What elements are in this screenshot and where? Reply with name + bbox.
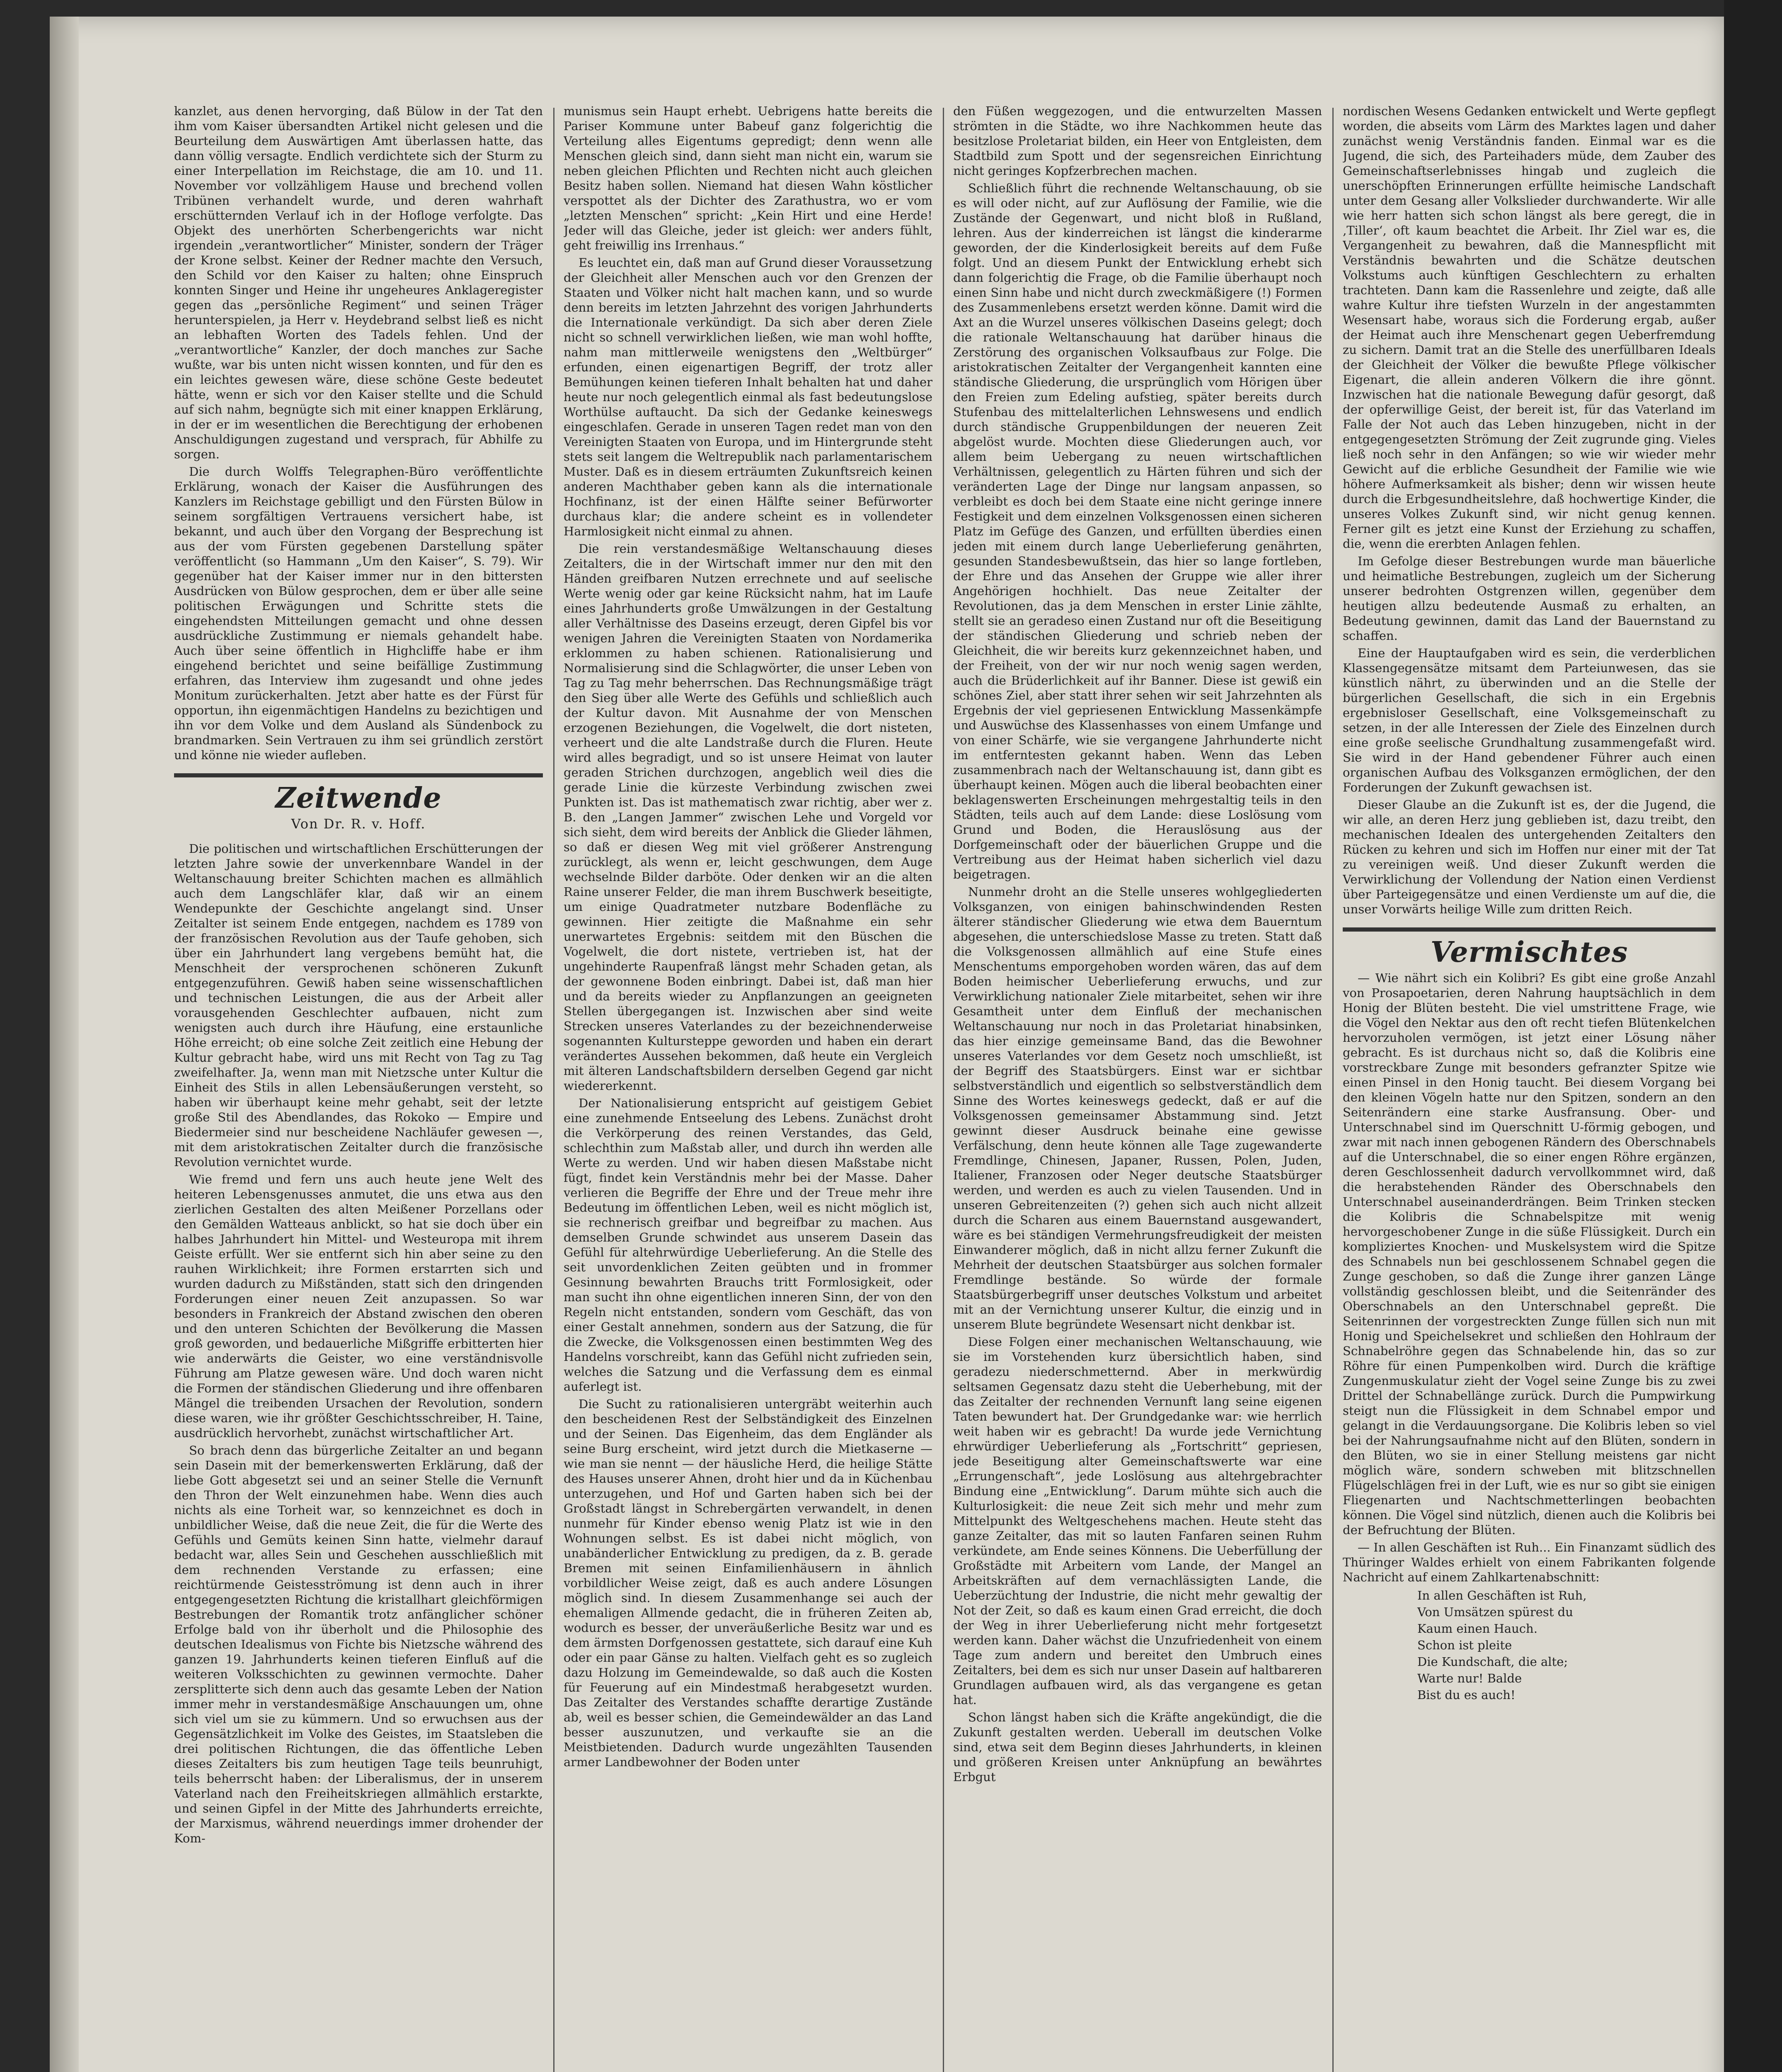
article-byline: Von Dr. R. v. Hoff. (291, 816, 426, 832)
column-divider (943, 108, 944, 2072)
paragraph: nordischen Wesens Gedanken entwickelt und Werte gepflegt worden, die abseits vom Lärm des Marktes lagen und daher zunächst wenig Verständnis fanden. Einmal war es die Jugend, die sich, des Parteihaders müde, dem Zauber des Gemeinschaftserlebnisses hingab und zugleich die unerschöpften Erinnerungen erfüllte heimische Landschaft unter dem Gesang aller Volkslieder durchwanderte. Wir alle wie herr hatten sich schon längst als bere geregt, die in ‚Tiller‘, oft kaum beachtet die Arbeit. Ihr Ziel war es, die Vergangenheit zu bewahren, daß die Mannespflicht mit Verständnis bewahrten und die Schätze deutschen Volkstums auch künftigen Geschlechtern zu erhalten trachteten. Dann kam die Rassenlehre und zeigte, daß alle wahre Kultur ihre tiefsten Wurzeln in der angestammten Wesensart habe, woraus sich die Forderung ergab, außer der Heimat auch ihre Menschenart gegen Ueberfremdung zu sichern. Damit trat an die Stelle des unerfüllbaren Ideals der Gleichheit der Völker die bewußte Pflege völkischer Eigenart, die allein anderen Völkern die ihre gönnt. Inzwischen hat die nationale Bewegung dafür gesorgt, daß der opferwillige Geist, der bereit ist, für das Vaterland im Falle der Not auch das Leben hinzugeben, nicht in der entgegengesetzten Strömung der Zeit zugrunde ging. Vieles ließ noch sehr in den Anfängen; so wie wir wieder mehr Gewicht auf die erbliche Gesundheit der Familie wie wie höhere Aufmerksamkeit als bisher; denn wir wissen heute durch die Erbgesundheitslehre, daß hochwertige Kinder, die unseres Volkes Zukunft sind, wir nicht genug kennen. Ferner gilt es jetzt eine Kunst der Erziehung zu schaffen, die, wenn die ererbten Anlagen fehlen. (1343, 104, 1716, 551)
paragraph: Wie fremd und fern uns auch heute jene Welt des heiteren Lebensgenusses anmutet, die uns etwa aus den zierlichen Gestalten des alten Meißener Porzellans oder den Gemälden Watteaus anblickt, so hat sie doch über ein halbes Jahrhundert hin Mittel- und Westeuropa mit ihrem Geiste erfüllt. Wer sie entfernt sich hin aber seine zu den rauhen Wirklichkeit; ihre Formen erstarrten sich und wurden dadurch zu Mißständen, statt sich den dringenden Forderungen einer neuen Zeit anzupassen. So war besonders in Frankreich der Abstand zwischen den oberen und den unteren Schichten der Bevölkerung die Massen groß geworden, und bedauerliche Mißgriffe erbitterten hier wie anderwärts die Geister, wo eine verständnisvolle Führung am Platze gewesen wäre. Und doch waren nicht die Formen der ständischen Gliederung und ihre offenbaren Mängel die treibenden Ursachen der Revolution, sondern diese waren, wie ihr größter Geschichtsschreiber, H. Taine, ausdrücklich hervorhebt, zunächst wirtschaftlicher Art. (174, 1172, 543, 1440)
paragraph: — In allen Geschäften ist Ruh... Ein Finanzamt südlich des Thüringer Waldes erhielt von einem Fabrikanten folgende Nachricht auf einem Zahlkartenabschnitt: (1343, 1540, 1716, 1584)
poem-line: In allen Geschäften ist Ruh, (1417, 1588, 1587, 1602)
column-3 (953, 104, 1322, 2072)
column-4 (1343, 104, 1716, 2072)
paragraph: Schon längst haben sich die Kräfte angekündigt, die die Zukunft gestalten werden. Ueberall im deutschen Volke sind, etwa seit dem Beginn dieses Jahrhunderts, in kleinen und größeren Kreisen unter Anknüpfung an bewährtes Erbgut (953, 1710, 1322, 1784)
section-title: Vermischtes (1430, 936, 1628, 969)
paragraph: kanzlet, aus denen hervorging, daß Bülow in der Tat den ihm vom Kaiser übersandten Artikel nicht gelesen und die Beurteilung dem Auswärtigen Amt überlassen hatte, das dann völlig versagte. Endlich verdichtete sich der Sturm zu einer Interpellation im Reichstage, die am 10. und 11. November vor vollzähligem Hause und brechend vollen Tribünen verhandelt wurde, und deren wahrhaft erschütternden Verlauf ich in der Hofloge verfolgte. Das Objekt des unerhörten Scherbengerichts war nicht irgendein „verantwortlicher“ Minister, sondern der Träger der Krone selbst. Keiner der Redner machte den Versuch, den Schild vor den Kaiser zu halten; ohne Einspruch konnten Singer und Heine ihr ungeheures Anklageregister gegen das „persönliche Regiment“ und seinen Träger herunterspielen, ja Herr v. Heydebrand selbst ließ es nicht an lebhaften Worten des Tadels fehlen. Und der „verantwortliche“ Kanzler, der doch manches zur Sache wußte, war bis unten nicht wissen konnten, und für den es ein leichtes gewesen wäre, diese schöne Geste bedeutet hätte, wenn er sich vor den Kaiser stellte und die Schuld auf sich nahm, begnügte sich mit einer knappen Erklärung, in der er im wesentlichen die Berechtigung der erhobenen Anschuldigungen zugestand und versprach, für Abhilfe zu sorgen. (174, 104, 543, 461)
paragraph: Eine der Hauptaufgaben wird es sein, die verderblichen Klassengegensätze mitsamt dem Parteiunwesen, das sie künstlich nährt, zu überwinden und an die Stelle der bürgerlichen Gesellschaft, die sich in ein Ergebnis ergebnisloser Gesellschaft, eine Volksgemeinschaft zu setzen, in der alle Interessen der Ziele des Einzelnen durch eine große seelische Grundhaltung zusammengefaßt wird. Sie wird in der Hand gebendener Führer auch einen organischen Aufbau des Volksganzen ermöglichen, der den Forderungen der Zukunft gewachsen ist. (1343, 646, 1716, 794)
poem (1343, 1587, 1716, 1703)
column-1 (174, 104, 543, 2072)
paragraph: Es leuchtet ein, daß man auf Grund dieser Voraussetzung der Gleichheit aller Menschen auch vor den Grenzen der Staaten und Völker nicht halt machen kann, und so wurde denn bereits im letzten Jahrzehnt des vorigen Jahrhunderts die Internationale verkündigt. Da sich aber deren Ziele nicht so schnell verwirklichen ließen, wie man wohl hoffte, nahm man mittlerweile wenigstens den „Weltbürger“ erfunden, einen eigenartigen Begriff, der trotz aller Bemühungen keinen tieferen Inhalt behalten hat und daher heute nur noch gelegentlich einmal als fast bedeutungslose Worthülse auftaucht. Da sich der Gedanke keineswegs eingeschlafen. Gerade in unseren Tagen redet man von den Vereinigten Staaten von Europa, und im Hintergrunde steht stets seit langem die Weltrepublik nach parlamentarischem Muster. Daß es in diesem erträumten Zukunftsreich keinen anderen Machthaber geben kann als die internationale Hochfinanz, ist der einen Hälfte seiner Befürworter durchaus klar; die andere scheint es in vollendeter Harmlosigkeit nicht einmal zu ahnen. (564, 256, 932, 538)
poem-line: Kaum einen Hauch. (1417, 1622, 1537, 1636)
paragraph: Nunmehr droht an die Stelle unseres wohlgegliederten Volksganzen, von einigen bahinschwindenden Resten älterer ständischer Gliederung wie etwa dem Bauerntum abgesehen, die unterschiedslose Masse zu treten. Statt daß die Volksgenossen allmählich auf eine Stufe eines Menschentums emporgehoben worden wären, das auf dem Boden heimischer Ueberlieferung erwuchs, und zur Verwirklichung nationaler Ziele mitarbeitet, sehen wir ihre Gesamtheit unter dem Einfluß der mechanischen Weltanschauung nur noch in das Proletariat hinabsinken, das hier einzige gemeinsame Band, das die Bewohner unseres Vaterlandes vor dem Gesetz noch umschließt, ist der Begriff des Staatsbürgers. Einst war er sichtbar selbstverständlich und eigentlich so selbstverständlich dem Sinne des Wortes keineswegs gedeckt, daß er auf die Volksgenossen gemeinsamer Abstammung sind. Jetzt gewinnt dieser Ausdruck beinahe eine gewisse Verfälschung, denn heute können alle Tage zugewanderte Fremdlinge, Chinesen, Japaner, Russen, Polen, Juden, Italiener, Franzosen oder Neger deutsche Staatsbürger werden, und werden es auch zu vielen Tausenden. Und in unseren Gebreitenzeiten (?) gehen sich auch nicht allzeit durch die Scharen aus einem Bauernstand ausgewandert, wäre es bei ständigen Vermehrungsfreudigkeit der meisten Einwanderer möglich, daß in nicht allzu ferner Zukunft die Mehrheit der deutschen Staatsbürger aus solchen formaler Fremdlinge bestände. So würde der formale Staatsbürgerbegriff unser deutsches Volkstum und arbeitet mit an der Vernichtung unserer Kultur, die einzig und in unserem Blute begründete Wesensart nicht denkbar ist. (953, 885, 1322, 1331)
paragraph: Schließlich führt die rechnende Weltanschauung, ob sie es will oder nicht, auf zur Auflösung der Familie, wie die Zustände der Gegenwart, und nicht bloß in Rußland, lehren. Aus der kinderreichen ist längst die kinderarme geworden, der die Kinderlosigkeit bereits auf dem Fuße folgt. Und an diesem Punkt der Entwicklung erhebt sich dann folgerichtig die Frage, ob die Familie überhaupt noch einen Sinn habe und nicht durch zweckmäßigere (!) Formen des Zusammenlebens ersetzt werden könne. Damit wird die Axt an die Wurzel unseres völkischen Daseins gelegt; doch die rationale Weltanschauung hat darüber hinaus die Zerstörung des organischen Volksaufbaus zur Folge. Die aristokratischen Zeitalter der Vergangenheit kannten eine ständische Gliederung, die ursprünglich vom Hörigen über den Freien zum Edeling aufstieg, später bereits durch Stufenbau des mittelalterlichen Lehnswesens und endlich durch ständische Gruppenbildungen der neueren Zeit abgelöst wurde. Mochten diese Gliederungen auch, vor allem beim Uebergang zu neuen wirtschaftlichen Verhältnissen, gelegentlich zu Härten führen und sich der veränderten Lage der Dinge nur langsam anpassen, so verbleibt es doch bei dem Staate eine nicht geringe innere Festigkeit und dem einzelnen Volksgenossen einen sicheren Platz im Gefüge des Ganzen, und erfüllten überdies einen jeden mit einem durch lange Ueberlieferung genährten, gesunden Standesbewußtsein, das hier so lange fortleben, der Ehre und das Ansehen der Gruppe wie aller ihrer Angehörigen hochhielt. Das neue Zeitalter der Revolutionen, das ja dem Menschen in erster Linie zählte, stellt sie an geradeso einen Zustand nur oft die Beseitigung der ständischen Gliederung und schrieb neben der Gleichheit, die wir bereits kurz gekennzeichnet haben, und der Freiheit, von der wir nur noch wenig sagen werden, auch die Brüderlichkeit auf ihr Banner. Diese ist gewiß ein schönes Ziel, aber statt ihrer sehen wir seit Jahrzehnten als Ergebnis der viel gepriesenen Entwicklung Massenkämpfe und Auswüchse des Klassenhasses von einem Umfange und von einer Schärfe, wie sie vergangene Jahrhunderte nicht im entferntesten gekannt haben. Wenn das Leben zusammenbrach nach der Weltanschauung ist, dann gibt es überhaupt keinen. Mögen auch die liberal beobachten einer beklagenswerten Erscheinungen mehrgestaltig teils in den Städten, teils auch auf dem Lande: diese Loslösung vom Grund und Boden, die Herauslösung aus der Dorfgemeinschaft oder der bäuerlichen Gruppe und die Vertreibung aus der Heimat haben sicherlich viel dazu beigetragen. (953, 181, 1322, 881)
column-divider (1332, 108, 1334, 2072)
paragraph: Im Gefolge dieser Bestrebungen wurde man bäuerliche und heimatliche Bestrebungen, zugleich um der Sicherung unserer bedrohten Ostgrenzen willen, gegenüber dem heutigen allzu bedeutende Ausmaß zu erhalten, an Bedeutung gewinnen, damit das Land der Bauernstand zu schaffen. (1343, 554, 1716, 643)
paragraph: Die politischen und wirtschaftlichen Erschütterungen der letzten Jahre sowie der unverkennbare Wandel in der Weltanschauung breiter Schichten machen es allmählich auch dem Langschläfer klar, daß wir an einem Wendepunkte der Geschichte angelangt sind. Unser Zeitalter ist seinem Ende entgegen, nachdem es 1789 von der französischen Revolution aus der Taufe gehoben, sich über ein Jahrhundert lang vergebens bemüht hat, die Menschheit der versprochenen schöneren Zukunft entgegenzuführen. Gewiß haben seine wissenschaftlichen und technischen Leistungen, die aus der Arbeit aller vorausgehenden Geschlechter aufbauen, nicht zum wenigsten auch durch ihre Häufung, eine erstaunliche Höhe erreicht; ob eine solche Zeit zeitlich eine Hebung der Kultur gebracht habe, wird uns mit Recht von Tag zu Tag zweifelhafter. Ja, wenn man mit Nietzsche unter Kultur die Einheit des Stils in allen Lebensäußerungen versteht, so haben wir überhaupt keine mehr gehabt, seit der letzte große Stil des Abendlandes, das Rokoko — Empire und Biedermeier sind nur bescheidene Nachläufer gewesen —, mit dem aristokratischen Zeitalter durch die französische Revolution vernichtet wurde. (174, 842, 543, 1169)
paragraph: Der Nationalisierung entspricht auf geistigem Gebiet eine zunehmende Entseelung des Lebens. Zunächst droht die Verkörperung des reinen Verstandes, das Geld, schlechthin zum Maßstab aller, und durch ihn werden alle Werte zu werden. Und wir haben diesen Maßstabe nicht fügt, findet kein Verständnis mehr bei der Masse. Daher verlieren die Begriffe der Ehre und der Treue mehr ihre Bedeutung im öffentlichen Leben, weil es nicht möglich ist, sie rechnerisch greifbar und begreifbar zu machen. Aus demselben Grunde schwindet aus unserem Dasein das Gefühl für altehrwürdige Ueberlieferung. An die Stelle des seit unvordenklichen Zeiten geübten und in frommer Gesinnung bewahrten Brauchs tritt Formlosigkeit, oder man sucht ihn ohne eigentlichen inneren Sinn, der von den Regeln nicht entstanden, sondern vom Geschäft, das von einer Gestalt annehmen, sondern aus der Satzung, die für die Zwecke, die Volksgenossen einen bestimmten Weg des Handelns vorschreibt, kann das Gefühl nicht zufrieden sein, welches die Satzung und die Verfassung dem es einmal auferlegt ist. (564, 1096, 932, 1394)
paragraph: den Füßen weggezogen, und die entwurzelten Massen strömten in die Städte, wo ihre Nachkommen heute das besitzlose Proletariat bilden, ein Heer von Entgleisten, dem Stadtbild zum Spott und der segensreichen Einrichtung nicht geringes Kopfzerbrechen machen. (953, 104, 1322, 178)
paragraph: Die durch Wolffs Telegraphen-Büro veröffentlichte Erklärung, wonach der Kaiser die Ausführungen des Kanzlers im Reichstage gebilligt und den Fürsten Bülow in seinem sorgfältigen Vertrauens versichert habe, ist bekannt, und auch über den Vorgang der Besprechung ist aus der vom Fürsten gegebenen Darstellung später veröffentlicht (so Hammann „Um den Kaiser“, S. 79). Wir gegenüber hat der Kaiser immer nur in den bittersten Ausdrücken von Bülow gesprochen, dem er über alle seine politischen Erwägungen und Schritte stets die eingehendsten Mitteilungen gemacht und ohne dessen ausdrückliche Zustimmung er niemals gehandelt habe. Auch über seine öffentlich in Highcliffe habe er ihm eingehend berichtet und seine beifällige Zustimmung erfahren, das Interview ihm zugesandt und ohne jedes Monitum zurückerhalten. Jetzt aber hatte es der Fürst für opportun, ihn eigenmächtigen Handelns zu bezichtigen und ihn vor dem Volke und dem Ausland als Sündenbock zu brandmarken. Sein Vertrauen zu ihm sei gründlich zerstört und könne nie wieder aufleben. (174, 465, 543, 762)
column-divider (553, 108, 554, 2072)
page-binding (50, 17, 79, 2072)
paragraph: So brach denn das bürgerliche Zeitalter an und begann sein Dasein mit der bemerkenswerten Erklärung, daß der liebe Gott abgesetzt sei und an seiner Stelle die Vernunft den Thron der Welt einzunehmen habe. Wenn dies auch nichts als eine Torheit war, so kennzeichnet es doch in unbildlicher Weise, daß die neue Zeit, die für die Werte des Gefühls und Gemüts keinen Sinn hatte, vielmehr darauf bedacht war, alles Sein und Geschehen ausschließlich mit dem rechnenden Verstande zu erfassen; eine reichtürmende Geistesströmung ist denn auch in ihrer entgegengesetzten Richtung die kristallhart gleichförmigen Bestrebungen der Romantik trotz anfänglicher schöner Erfolge bald von ihr überholt und die Philosophie des deutschen Idealismus von Fichte bis Nietzsche während des ganzen 19. Jahrhunderts keinen tieferen Einfluß auf die weiteren Volksschichten zu gewinnen vermochte. Daher zersplitterte sich denn auch das gesamte Leben der Nation immer mehr in verstandesmäßige Anschauungen um, ohne sich viel um sie zu kümmern. Und so erwuchsen aus der Gegensätzlichkeit im Volke des Geistes, im Staatsleben die drei politischen Richtungen, die das öffentliche Leben dieses Zeitalters bis zum heutigen Tage teils beunruhigt, teils beherrscht haben: der Liberalismus, der in unserem Vaterland nach den Freiheitskriegen allmählich erstarkte, und seinen Gipfel in der Mitte des Jahrhunderts erreichte, der Marxismus, während neuerdings immer drohender der Kom- (174, 1443, 543, 1845)
poem-line: Von Umsätzen spürest du (1417, 1605, 1573, 1619)
paragraph: Die rein verstandesmäßige Weltanschauung dieses Zeitalters, die in der Wirtschaft immer nur den mit den Händen greifbaren Nutzen errechnete und auf seelische Werte wenig oder gar keine Rücksicht nahm, hat im Laufe eines Jahrhunderts große Umwälzungen in der Gestaltung aller Verhältnisse des Daseins erzeugt, deren Gipfel bis vor wenigen Jahren die Vereinigten Staaten von Nordamerika erklommen zu haben schienen. Rationalisierung und Normalisierung sind die Schlagwörter, die unser Leben von Tag zu Tag mehr beherrschen. Das Rechnungsmäßige trägt den Sieg über alle Werte des Gefühls und schließlich auch der Kultur davon. Mit Ausnahme der von Menschen erzogenen Beziehungen, die Vogelwelt, die dort nisteten, verheert und die alte Landstraße durch die Fluren. Heute wird alles begradigt, und so ist unsere Heimat von lauter geraden Strichen durchzogen, angeblich weil dies die gerade Linie die kürzeste Verbindung zwischen zwei Punkten ist. Das ist mathematisch zwar richtig, aber wer z. B. den „Langen Jammer“ zwischen Lehe und Vorgeld vor sich sieht, dem wird bereits der Anblick die Glieder lähmen, so daß er diesen Weg mit viel größerer Anstrengung zurücklegt, als wenn er, leicht geschwungen, dem Auge wechselnde Bilder darböte. Oder denken wir an die alten Raine unserer Felder, die man ihrem Buschwerk beseitigte, um einige Quadratmeter nutzbare Bodenfläche zu gewinnen. Hier zeitigte die Maßnahme ein sehr unerwartetes Ergebnis: seitdem mit den Büschen die Vogelwelt, die dort nistete, vertrieben ist, hat der ungehinderte Raupenfraß längst mehr Schaden getan, als der gewonnene Boden einbringt. Dabei ist, daß man hier und da bereits wieder zu Anpflanzungen an geeigneten Stellen übergegangen ist. Inzwischen aber sind weite Strecken unseres Vaterlandes zu der bezeichnenderweise sogenannten Kultursteppe geworden und haben ein derart verändertes Aussehen bekommen, daß heute ein Vergleich mit älteren Landschaftsbildern derselben Gegend gar nicht wiedererkennt. (564, 542, 932, 1093)
poem-line: Die Kundschaft, die alte; (1417, 1655, 1568, 1669)
column-2 (564, 104, 932, 2072)
section-rule (1343, 927, 1716, 932)
poem-line: Schon ist pleite (1417, 1638, 1512, 1652)
paragraph: Dieser Glaube an die Zukunft ist es, der die Jugend, die wir alle, an deren Herz jung geblieben ist, dazu treibt, den mechanischen Idealen des untergehenden Zeitalters den Rücken zu kehren und sich im Hoffen nur einer mit der Tat zu vereinigen weiß. Und dieser Zukunft werden die Verwirklichung der Vollendung der Nation einen Verdienst über Parteigegensätze und einen Verdienste um auf die, die unser Vorwärts heilige Wille zum dritten Reich. (1343, 798, 1716, 916)
paragraph: Diese Folgen einer mechanischen Weltanschauung, wie sie im Vorstehenden kurz übersichtlich haben, sind geradezu niederschmetternd. Aber in merkwürdig seltsamen Gegensatz dazu steht die Ueberhebung, mit der das Zeitalter der rechnenden Vernunft lang seine eigenen Taten bewundert hat. Der Grundgedanke war: wie herrlich weit haben wir es gebracht! Da wurde jede Vernichtung ehrwürdiger Ueberlieferung als „Fortschritt“ gepriesen, jede Beseitigung alter Gemeinschaftswerte war eine „Errungenschaft“, jede Loslösung aus altehrgebrachter Bindung eine „Entwicklung“. Darum mühte sich auch die Kulturlosigkeit: die neue Zeit sich mehr und mehr zum Mittelpunkt des Weltgeschehens machen. Heute steht das ganze Zeitalter, das mit so lauten Fanfaren seinen Ruhm verkündete, am Ende seines Könnens. Die Ueberfüllung der Großstädte mit Arbeitern vom Lande, der Mangel an Arbeitskräften auf dem vernachlässigten Lande, die Ueberzüchtung der Industrie, die nicht mehr gewaltig der Not der Zeit, so daß es kaum einen Grad erreicht, die doch der Weg in ihrer Ueberlieferung nicht mehr fortgesetzt werden kann. Daher wächst die Unzufriedenheit von einem Tage zum andern und bereitet den Umbruch eines Zeitalters, bei dem es sich nur unser Dasein auf haltbareren Grundlagen aufbauen wird, als das vergangene es getan hat. (953, 1335, 1322, 1707)
paragraph: Die Sucht zu rationalisieren untergräbt weiterhin auch den bescheidenen Rest der Selbständigkeit des Einzelnen und der Seinen. Das Eigenheim, das dem Engländer als seine Burg erscheint, wird jetzt durch die Mietkaserne — wie man sie nennt — der häusliche Herd, die heilige Stätte des Hauses unserer Ahnen, droht hier und da in Küchenbau unterzugehen, und Hof und Garten haben sich bei der Großstadt längst in Schrebergärten verwandelt, in denen nunmehr für Kinder ebenso wenig Platz ist wie in den Wohnungen selbst. Es ist dabei nicht möglich, von unabänderlicher Entwicklung zu predigen, da z. B. gerade Bremen mit seinen Einfamilienhäusern in ähnlich vorbildlicher Weise zeigt, daß es auch andere Lösungen möglich sind. In diesem Zusammenhange sei auch der ehemaligen Allmende gedacht, die in früheren Zeiten ab, wodurch es besser, der unveräußerliche Besitz war und es dem ärmsten Dorfgenossen gestattete, sich darauf eine Kuh oder ein paar Gänse zu halten. Vielfach geht es so zugleich dazu Holzung im Gemeindewalde, so daß auch die Kosten für Feuerung auf ein Mindestmaß herabgesetzt wurden. Das Zeitalter des Verstandes schaffte derartige Zustände ab, weil es besser schien, die Gemeindewälder an das Land besser auszunutzen, und verkaufte sie an die Meistbietenden. Dadurch wurde ungezählten Tausenden armer Landbewohner der Boden unter (564, 1397, 932, 1769)
text-columns (174, 104, 1741, 2072)
paragraph: munismus sein Haupt erhebt. Uebrigens hatte bereits die Pariser Kommune unter Babeuf ganz folgerichtig die Verteilung alles Eigentums gepredigt; denn wenn alle Menschen gleich sind, dann sieht man nicht ein, warum sie neben gleichen Pflichten und Rechten nicht auch gleichen Besitz haben sollen. Niemand hat diesen Wahn köstlicher verspottet als der Dichter des Zarathustra, wo er vom „letzten Menschen“ spricht: „Kein Hirt und eine Herde! Jeder will das Gleiche, jeder ist gleich: wer anders fühlt, geht freiwillig ins Irrenhaus.“ (564, 104, 932, 252)
poem-line: Warte nur! Balde (1417, 1671, 1522, 1685)
article-title: Zeitwende (275, 782, 442, 815)
poem-line: Bist du es auch! (1417, 1688, 1516, 1702)
paragraph: — Wie nährt sich ein Kolibri? Es gibt eine große Anzahl von Prosapoetarien, deren Nahrung hauptsächlich in dem Honig der Blüten besteht. Die viel umstrittene Frage, wie die Vögel den Nektar aus den oft recht tiefen Blütenkelchen hervorzuholen vermögen, ist jetzt einer Lösung näher gebracht. Es ist durchaus nicht so, daß die Kolibris eine vorstreckbare Zunge mit besonders gefranzter Spitze wie einen Pinsel in den Honig taucht. Bei diesem Vorgang bei den kleinen Vögeln hatte nur den Spitzen, sondern an den Seitenrändern eine starke Ausfransung. Ober- und Unterschnabel sind im Querschnitt U-förmig gebogen, und zwar mit nach innen gebogenen Rändern des Oberschnabels auf die Unterschnabel, die so einer engen Röhre ergänzen, deren Geschlossenheit dadurch vervollkommnet wird, daß die herabstehenden Ränder des Oberschnabels den Unterschnabel auseinanderdrängen. Beim Trinken stecken die Kolibris die Schnabelspitze mit wenig hervorgeschobener Zunge in die süße Flüssigkeit. Durch ein kompliziertes Knochen- und Muskelsystem wird die Spitze des Schnabels nun bei geschlossenem Schnabel gegen die Zunge geschoben, so daß die Zunge ihrer ganzen Länge vollständig geschlossen bleibt, und die Seitenränder des Oberschnabels an den Unterschnabel gepreßt. Die Seitenrinnen der vorgestreckten Zunge füllen sich nun mit Honig und Speichelsekret und schließen den Hohlraum der Schnabelröhre gegen das Schnabelende hin, das so zur Röhre für einen Pumpenkolben wird. Durch die kräftige Zungenmuskulatur zieht der Vogel seine Zunge bis zu zwei Drittel der Schnabellänge zurück. Durch die Pumpwirkung steigt nun die Flüssigkeit in dem Schnabel empor und gelangt in die Verdauungsorgane. Die Kolibris leben so viel bei der Nahrungsaufnahme nicht auf den Blüten, sondern in den Blüten, wo sie in einer Stellung meistens gar nicht möglich wäre, sondern schweben mit blitzschnellen Flügelschlägen frei in der Luft, wie es nur so gibt sie einigen Fliegenarten und Nachtschmetterlingen beobachten können. Die Vögel sind nützlich, dienen auch die Kolibris bei der Befruchtung der Blüten. (1343, 971, 1716, 1537)
section-rule (174, 773, 543, 777)
